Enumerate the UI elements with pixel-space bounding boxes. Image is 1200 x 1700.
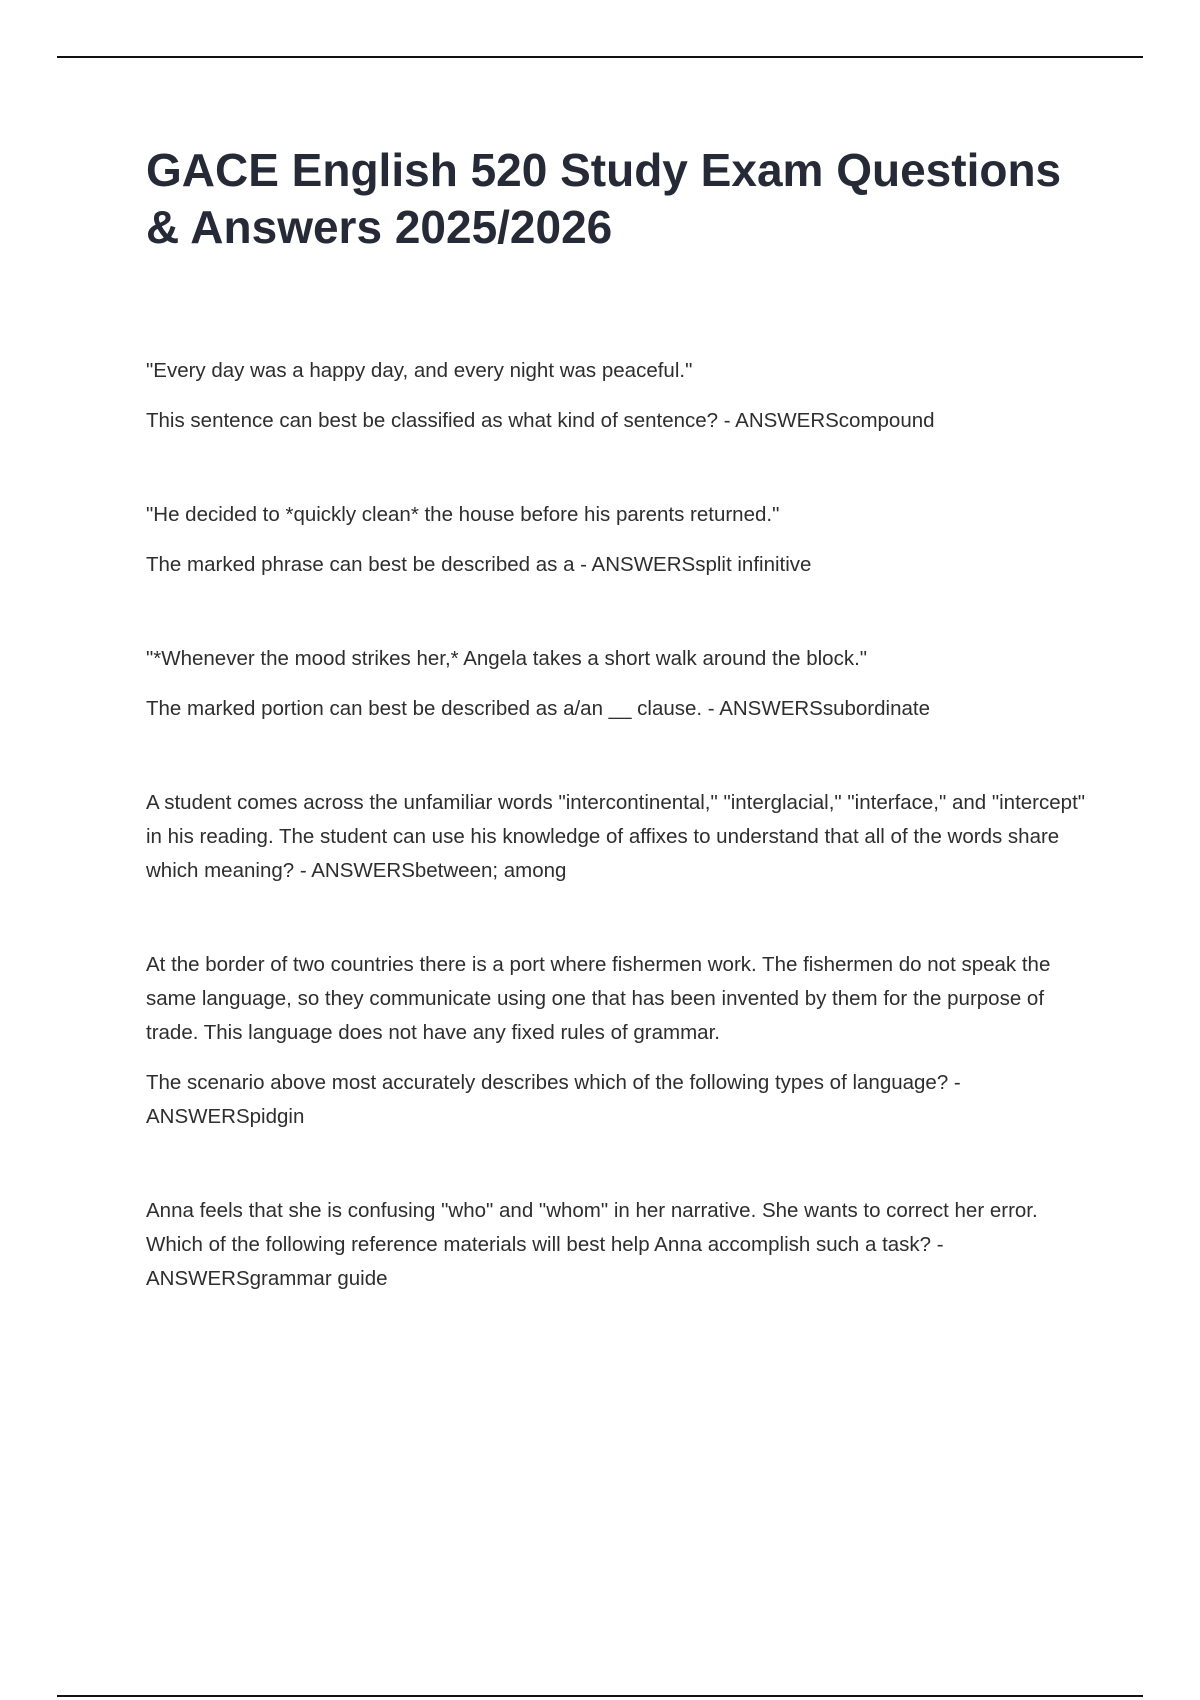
qa-item <box>146 948 1091 1134</box>
question-quote: "Every day was a happy day, and every night was peaceful." <box>146 359 693 382</box>
qa-item <box>146 786 1091 888</box>
question-answer: The marked phrase can best be described as a - ANSWERSsplit infinitive <box>146 553 812 576</box>
qa-item <box>146 354 1091 438</box>
question-answer: A student comes across the unfamiliar words "intercontinental," "interglacial," "interface," and "intercept" in his reading. The student can use his knowledge of affixes to understand that all of the words share which meaning? - ANSWERSbetween; among <box>146 791 1086 882</box>
question-quote: "He decided to *quickly clean* the house before his parents returned." <box>146 503 780 526</box>
question-answer: Anna feels that she is confusing "who" and "whom" in her narrative. She wants to correct her error. Which of the following reference materials will best help Anna accomplish such a task? - ANSWERSgrammar guide <box>146 1199 1038 1290</box>
question-answer: The scenario above most accurately describes which of the following types of language? - ANSWERSpidgin <box>146 1071 961 1128</box>
top-divider <box>57 56 1143 58</box>
document-title: GACE English 520 Study Exam Questions & Answers 2025/2026 <box>146 144 1062 253</box>
question-scenario: At the border of two countries there is a port where fishermen work. The fishermen do not speak the same language, so they communicate using one that has been invented by them for the purpose of trade. This language does not have any fixed rules of grammar. <box>146 953 1051 1044</box>
qa-item <box>146 1194 1091 1296</box>
bottom-divider <box>57 1695 1143 1697</box>
question-answer: The marked portion can best be described as a/an __ clause. - ANSWERSsubordinate <box>146 697 930 720</box>
qa-item <box>146 642 1091 726</box>
qa-list <box>146 354 1091 1356</box>
question-quote: "*Whenever the mood strikes her,* Angela takes a short walk around the block." <box>146 647 868 670</box>
qa-item <box>146 498 1091 582</box>
question-answer: This sentence can best be classified as what kind of sentence? - ANSWERScompound <box>146 409 935 432</box>
